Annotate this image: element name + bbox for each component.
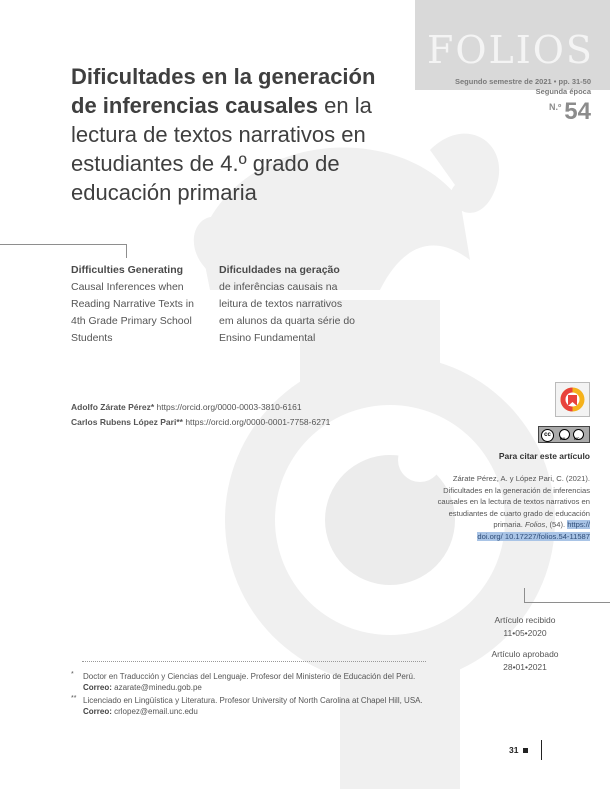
footnote-mark: * bbox=[71, 671, 74, 678]
page-number-square bbox=[523, 748, 528, 753]
journal-name: FOLIOS bbox=[427, 28, 594, 72]
english-title-bold: Difficulties Generating bbox=[71, 264, 184, 276]
author-name: Carlos Rubens López Pari** bbox=[71, 417, 183, 427]
cc-logo: cc bbox=[541, 429, 554, 442]
footnote-text: Licenciado en Lingüística y Literatura. Profesor University of North Carolina at Chapel Hill, USA. bbox=[83, 696, 423, 705]
received-date: 11•05•2020 bbox=[503, 628, 547, 638]
page-number-bar bbox=[541, 740, 542, 760]
citation-issue: , (54). bbox=[545, 520, 568, 530]
article-title-bold: Dificultades en la generación de inferencias causales bbox=[71, 64, 376, 118]
divider-left bbox=[0, 244, 127, 245]
footnote-text: Doctor en Traducción y Ciencias del Lenguaje. Profesor del Ministerio de Educación del Perú. bbox=[83, 672, 416, 681]
author-orcid-link[interactable]: https://orcid.org/0000-0001-7758-6271 bbox=[185, 417, 331, 427]
crossmark-icon[interactable] bbox=[555, 382, 590, 417]
citation-heading: Para citar este artículo bbox=[498, 451, 590, 461]
portuguese-title bbox=[219, 262, 359, 347]
issue-number bbox=[549, 98, 591, 126]
footnote-email[interactable]: crlopez@email.unc.edu bbox=[111, 707, 198, 716]
footnote-email-label: Correo: bbox=[83, 707, 112, 716]
citation-reference: Zárate Pérez, A. y López Pari, C. (2021). Dificultades en la generación de inferencias causales en la lectura de textos narrativos en estudiantes de cuarto grado de educación primaria. bbox=[437, 474, 590, 530]
received-label: Artículo recibido bbox=[494, 615, 556, 625]
english-title-rest: Causal Inferences when Reading Narrative Texts in 4th Grade Primary School Students bbox=[71, 281, 194, 344]
received-date-block bbox=[470, 614, 580, 640]
approved-label: Artículo aprobado bbox=[491, 649, 559, 659]
footnote-mark: ** bbox=[71, 695, 77, 702]
footnote-item bbox=[71, 671, 431, 693]
portuguese-title-rest: de inferências causais na leitura de textos narrativos em alunos da quarta série do Ensino Fundamental bbox=[219, 281, 356, 344]
footnote-item bbox=[71, 695, 431, 717]
issue-number-value: 54 bbox=[564, 98, 591, 125]
footnote-email[interactable]: azarate@minedu.gob.pe bbox=[111, 683, 202, 692]
citation-journal: Folios bbox=[524, 520, 546, 530]
approved-date-block bbox=[470, 648, 580, 674]
cc-nc-label: NC bbox=[574, 437, 580, 441]
english-title bbox=[71, 262, 211, 347]
article-title-regular: en la lectura de textos narrativos en estudiantes de 4.º grado de educación primaria bbox=[71, 93, 372, 205]
creative-commons-icon[interactable] bbox=[538, 426, 590, 443]
citation-doi-link-cont[interactable]: doi.org/ 10.17227/folios.54-11587 bbox=[477, 531, 590, 541]
citation-text bbox=[420, 473, 590, 543]
divider-right bbox=[524, 602, 610, 603]
author-row bbox=[71, 415, 330, 430]
author-orcid-link[interactable]: https://orcid.org/0000-0003-3810-6161 bbox=[156, 402, 302, 412]
footnote-email-label: Correo: bbox=[83, 683, 112, 692]
author-list bbox=[71, 400, 330, 430]
cc-by-label: BY bbox=[560, 437, 566, 441]
page-number: 31 bbox=[509, 745, 519, 755]
divider-right-tick bbox=[524, 588, 525, 602]
footnote-divider bbox=[82, 661, 426, 662]
crossmark-icon-graphic bbox=[556, 383, 589, 416]
footnotes bbox=[71, 671, 431, 719]
author-row bbox=[71, 400, 330, 415]
divider-left-tick bbox=[126, 244, 127, 258]
approved-date: 28•01•2021 bbox=[503, 662, 547, 672]
issue-number-label: N.º bbox=[549, 102, 562, 112]
issue-period: Segundo semestre de 2021 • pp. 31-50 bbox=[454, 77, 591, 86]
issue-epoch: Segunda época bbox=[535, 87, 591, 96]
author-name: Adolfo Zárate Pérez* bbox=[71, 402, 155, 412]
issue-info bbox=[455, 77, 591, 97]
article-title bbox=[71, 62, 401, 207]
citation-doi-link[interactable]: https:// bbox=[567, 520, 590, 530]
portuguese-title-bold: Dificuldades na geração bbox=[219, 264, 340, 276]
